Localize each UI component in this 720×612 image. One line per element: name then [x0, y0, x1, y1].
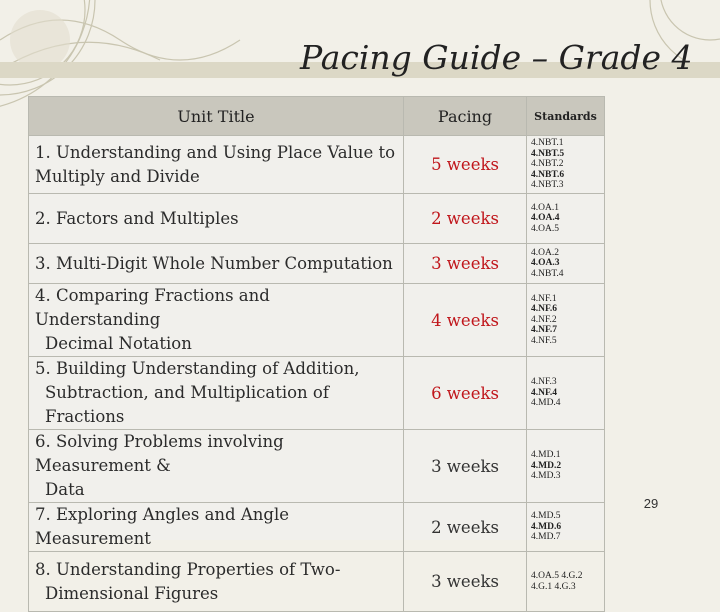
standard-code: 4.MD.3 [531, 471, 561, 482]
unit-title-cell [29, 503, 404, 552]
page-number: 29 [643, 496, 659, 511]
standard-code: 4.NF.3 [531, 377, 557, 388]
unit-title-cell [29, 552, 404, 612]
unit-title-line2: Decimal Notation [45, 334, 192, 353]
table-row [29, 430, 605, 503]
unit-title-line2: Multiply and Divide [35, 166, 200, 186]
standard-code: 4.MD.1 [531, 450, 561, 461]
table-row [29, 552, 605, 612]
table-row [29, 136, 605, 194]
table-row [29, 244, 605, 284]
standard-code: 4.NF.6 [531, 304, 558, 315]
pacing-cell: 3 weeks [404, 430, 527, 503]
standard-code: 4.NBT.4 [531, 268, 564, 279]
unit-title-cell [29, 357, 404, 430]
header-unit-title: Unit Title [29, 97, 404, 136]
standards-cell [527, 284, 605, 357]
unit-title-line1: 7. Exploring Angles and Angle Measurement [35, 505, 289, 548]
standard-code: 4.NBT.1 [531, 138, 564, 149]
standard-code: 4.NF.1 [531, 293, 557, 304]
unit-title-line2: Subtraction, and Multiplication of Fractions [45, 383, 329, 426]
unit-title-line1: 1. Understanding and Using Place Value to [35, 142, 396, 162]
unit-title-line1: 6. Solving Problems involving Measurement & [35, 432, 284, 475]
unit-title-cell [29, 430, 404, 503]
unit-title-line2: Data [45, 480, 85, 499]
pacing-cell: 5 weeks [404, 136, 527, 194]
standard-code: 4.NF.7 [531, 325, 558, 336]
pacing-cell: 3 weeks [404, 552, 527, 612]
pacing-cell: 4 weeks [404, 284, 527, 357]
standard-code: 4.NBT.5 [531, 148, 565, 159]
unit-title-line2: Dimensional Figures [45, 583, 219, 603]
header-standards: Standards [527, 97, 605, 136]
table-row [29, 357, 605, 430]
pacing-table-container [28, 96, 604, 603]
standard-code: 4.MD.4 [531, 398, 561, 409]
standards-cell [527, 430, 605, 503]
pacing-cell: 2 weeks [404, 194, 527, 244]
unit-title-cell [29, 244, 404, 284]
standard-code: 4.G.1 4.G.3 [531, 581, 576, 592]
unit-title-line1: 5. Building Understanding of Addition, [35, 359, 360, 378]
standard-code: 4.OA.5 4.G.2 [531, 570, 583, 581]
unit-title-line1: 3. Multi-Digit Whole Number Computation [35, 253, 393, 273]
standard-code: 4.MD.7 [531, 532, 561, 543]
standard-code: 4.OA.5 [531, 223, 559, 234]
standards-cell [527, 136, 605, 194]
standard-code: 4.NBT.6 [531, 169, 565, 180]
standard-code: 4.OA.1 [531, 202, 559, 213]
standard-code: 4.OA.4 [531, 213, 560, 224]
standard-code: 4.OA.2 [531, 247, 559, 258]
table-row [29, 503, 605, 552]
standard-code: 4.OA.3 [531, 258, 560, 269]
standard-code: 4.MD.2 [531, 460, 562, 471]
standard-code: 4.NBT.2 [531, 159, 564, 170]
standard-code: 4.NF.4 [531, 387, 558, 398]
unit-title-line1: 2. Factors and Multiples [35, 208, 239, 228]
standards-cell [527, 552, 605, 612]
standards-cell [527, 194, 605, 244]
standards-cell [527, 244, 605, 284]
unit-title-cell [29, 194, 404, 244]
table-row [29, 284, 605, 357]
pacing-table [28, 96, 605, 612]
standards-cell [527, 357, 605, 430]
unit-title-line1: 8. Understanding Properties of Two- [35, 559, 341, 579]
unit-title-line1: 4. Comparing Fractions and Understanding [35, 286, 270, 329]
standard-code: 4.MD.5 [531, 511, 561, 522]
standard-code: 4.NF.5 [531, 335, 557, 346]
table-row [29, 194, 605, 244]
page-title: Pacing Guide – Grade 4 [300, 38, 693, 77]
standard-code: 4.NF.2 [531, 314, 557, 325]
unit-title-cell [29, 284, 404, 357]
standard-code: 4.MD.6 [531, 521, 562, 532]
pacing-cell: 3 weeks [404, 244, 527, 284]
pacing-cell: 2 weeks [404, 503, 527, 552]
unit-title-cell [29, 136, 404, 194]
table-header-row [29, 97, 605, 136]
pacing-cell: 6 weeks [404, 357, 527, 430]
header-pacing: Pacing [404, 97, 527, 136]
standard-code: 4.NBT.3 [531, 180, 564, 191]
standards-cell [527, 503, 605, 552]
